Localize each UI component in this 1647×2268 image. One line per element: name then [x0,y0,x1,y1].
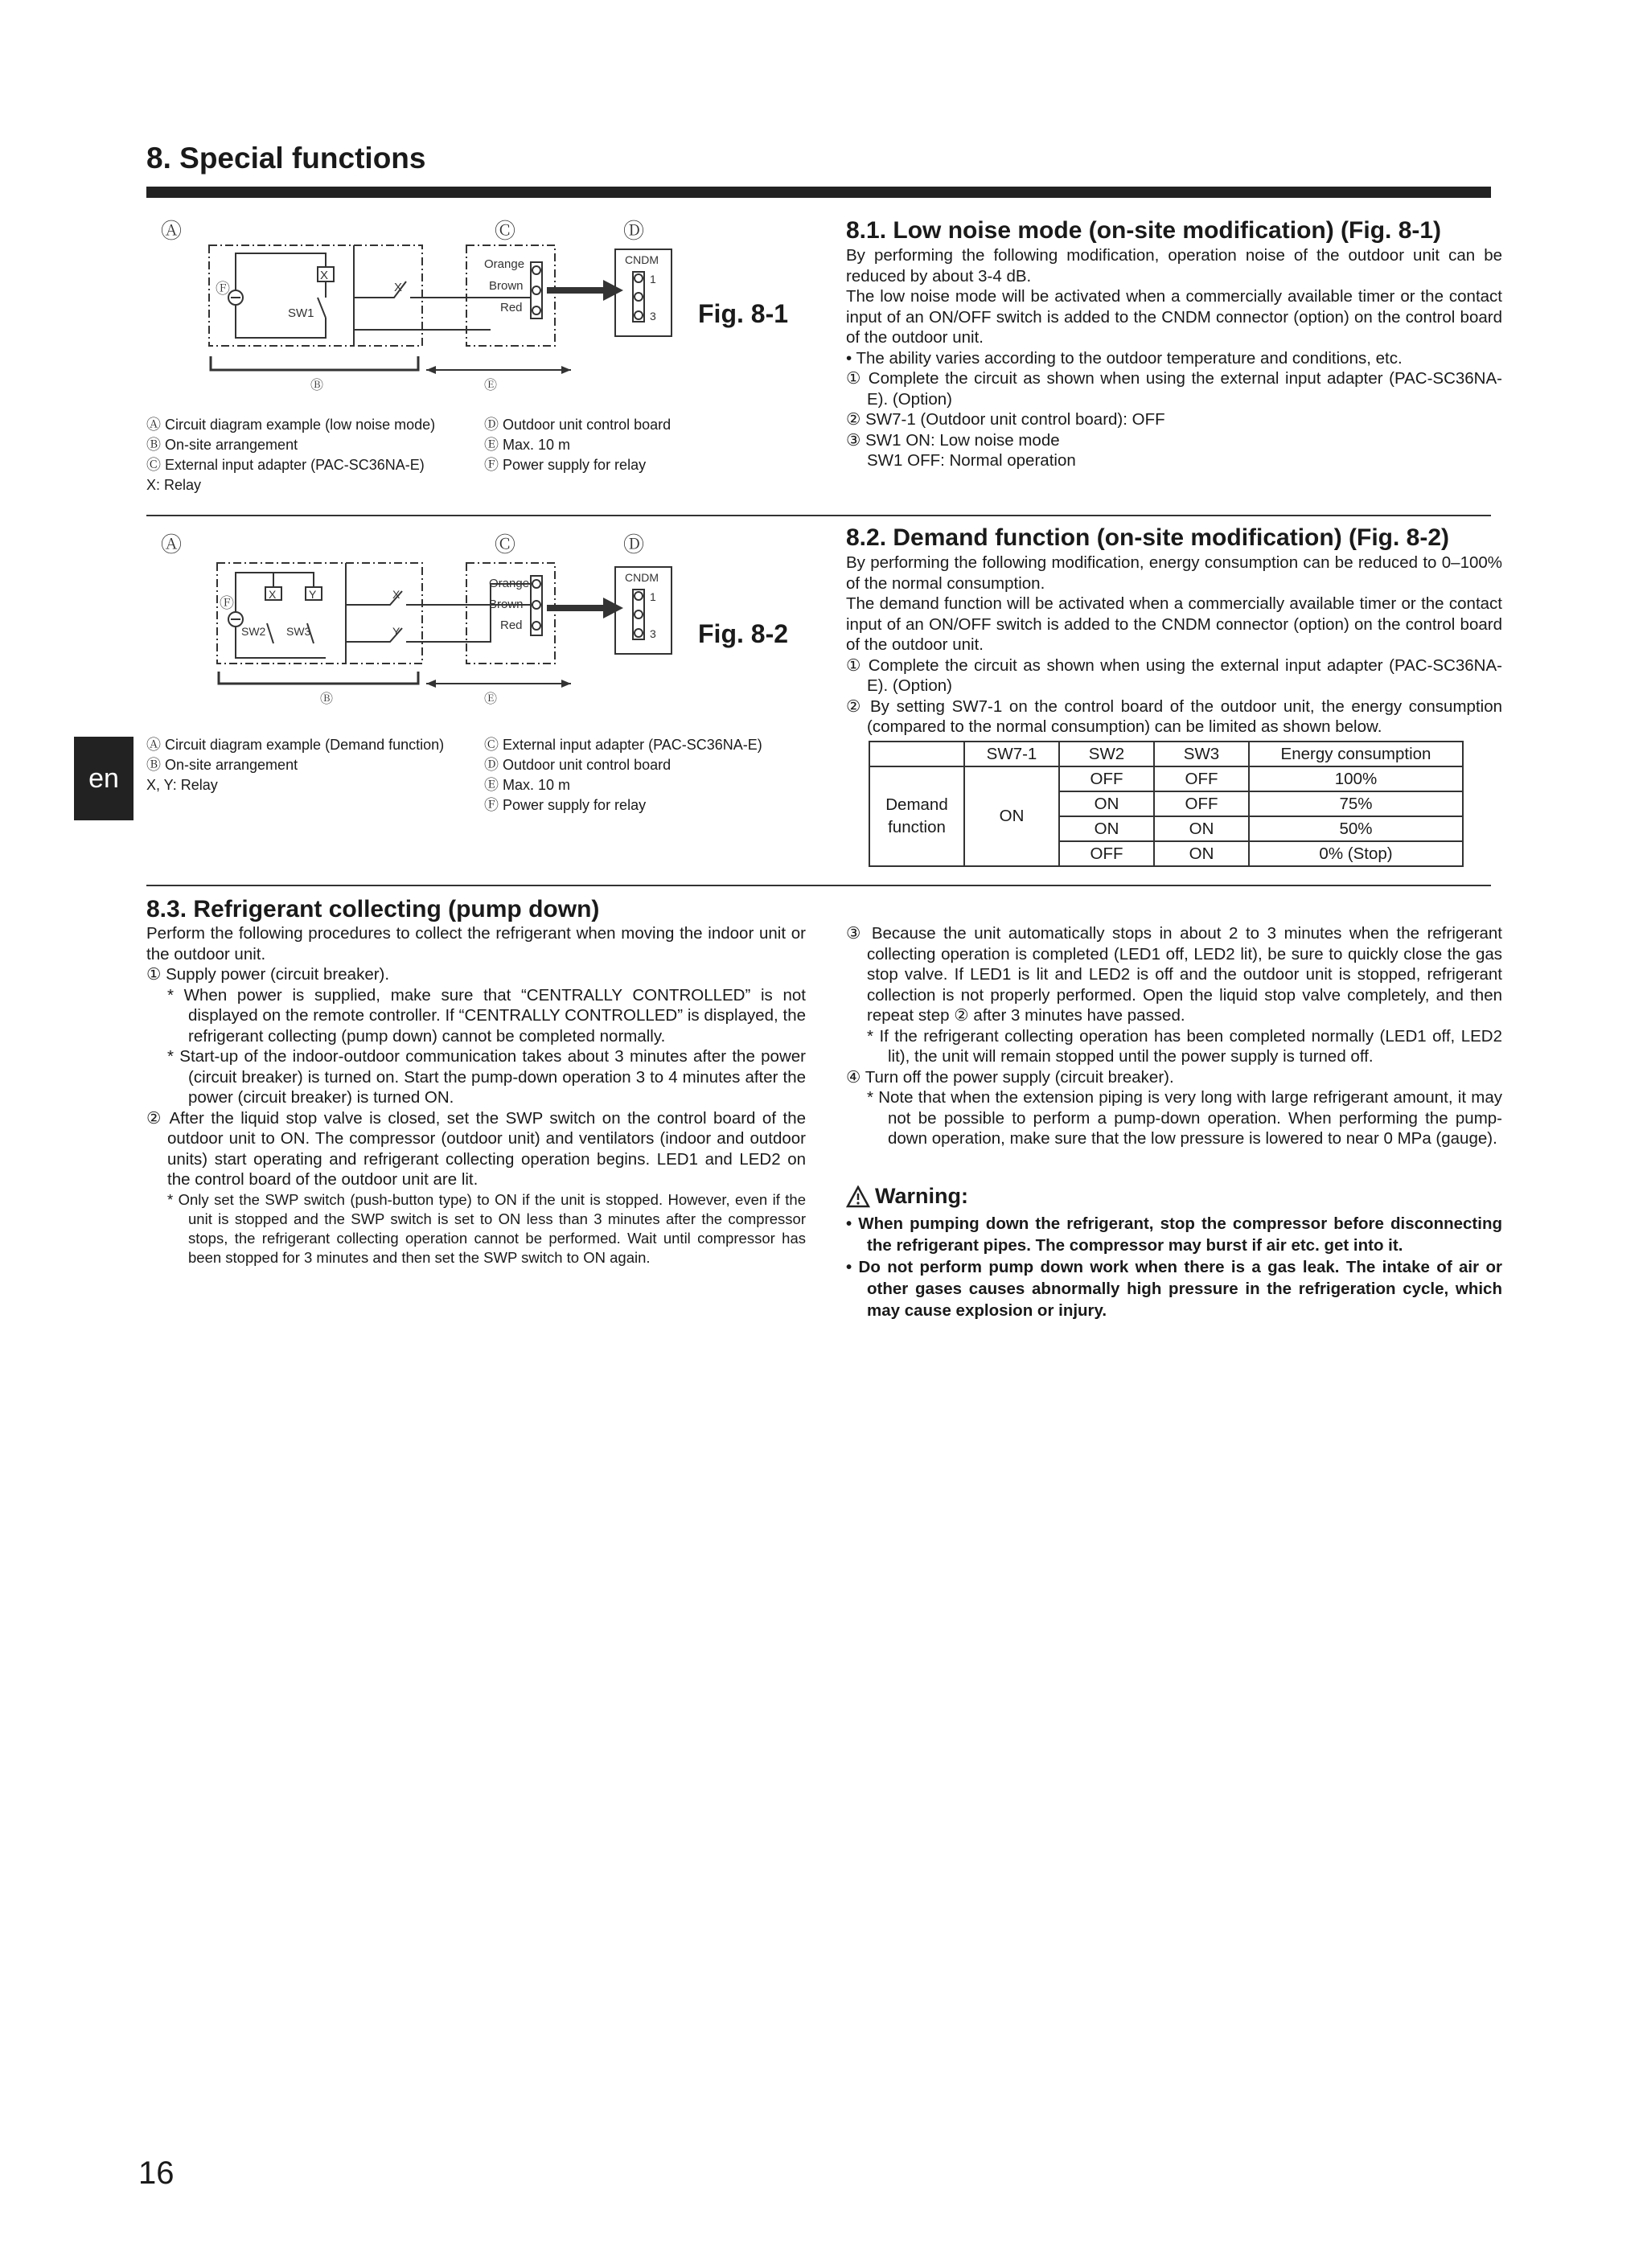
section-8-2-title: 8.2. Demand function (on-site modification) (Fig. 8-2) [846,524,1450,551]
table-header-row [869,742,1463,766]
fig1-legend-item: Ⓐ Circuit diagram example (low noise mode) [146,417,436,433]
fig1-mark-f: Ⓕ [216,281,230,297]
fig1-sw1: SW1 [288,306,314,320]
s83-step-3: ③ Because the unit automatically stops in about 2 to 3 minutes when the refrigerant collecting operation is completed (LED1 off, LED2 lit), be sure to quickly close the gas stop valve. If LED1 is lit and LED2 is off and the outdoor unit is stopped, refrigerant collection is not properly performed. Open the liquid stop valve completely, and then repeat step ② after 3 minutes have passed. [846,924,1502,1025]
s83-note: * If the refrigerant collecting operation has been completed normally (LED1 off, LED2 lit), the unit will remain stopped until the power supply is turned off. [867,1026,1502,1066]
table-cell: ON [1154,841,1249,866]
section-divider [146,515,1491,516]
table-cell: 100% [1249,766,1463,791]
title-rule [146,187,1491,198]
section-8-1-body [846,245,1502,471]
fig2-mark-b: Ⓑ [320,692,334,706]
fig2-pin1: 1 [650,590,656,603]
table-cell: OFF [1154,791,1249,816]
s83-note: * When power is supplied, make sure that “CENTRALLY CONTROLLED” is not displayed on the remote controller. If “CENTRALLY CONTROLLED” is displayed, the refrigerant collecting (pump down) cannot be completed normally. [167,985,806,1046]
s83-step-2: ② After the liquid stop valve is closed, set the SWP switch on the control board of the outdoor unit to ON. The compressor (outdoor unit) and ventilators (indoor and outdoor units) start operating and refrigerant collecting operation begins. LED1 and LED2 on the control board of the outdoor unit are lit. [146,1108,806,1189]
section-8-3-title: 8.3. Refrigerant collecting (pump down) [146,896,600,922]
fig2-mark-f: Ⓕ [220,595,234,611]
fig1-red: Red [500,301,523,314]
s83-p1: Perform the following procedures to collect the refrigerant when moving the indoor unit or the outdoor unit. [146,924,806,963]
fig1-legend-item: Ⓕ Power supply for relay [484,457,647,473]
fig2-relay-y-label: Y [309,588,317,601]
fig1-legend-item: Ⓒ External input adapter (PAC-SC36NA-E) [146,457,425,473]
table-cell: OFF [1059,841,1154,866]
fig2-relay-x-label: X [269,588,277,601]
warning-body [846,1213,1502,1321]
s81-step-2: ② SW7-1 (Outdoor unit control board): OFF [846,410,1165,429]
fig2-legend-item: Ⓓ Outdoor unit control board [484,757,672,773]
fig2-pin3: 3 [650,627,656,640]
s83-note-small: * Only set the SWP switch (push-button type) to ON if the unit is stopped. However, even if the unit is stopped and the SWP switch is set to ON less than 3 minutes after the compressor stops, the refrigerant collecting operation cannot be performed. Wait until compressor has been stopped for 3 minutes and then set the SWP switch to ON again. [167,1190,806,1266]
language-tab: en [74,737,133,820]
s81-step-1: ① Complete the circuit as shown when using the external input adapter (PAC-SC36NA-E). (Option) [846,369,1502,409]
fig2-sw2: SW2 [241,625,266,638]
fig2-legend-left [146,735,444,795]
table-cell: OFF [1154,766,1249,791]
fig1-mark-e: Ⓔ [484,379,498,392]
s82-p2: The demand function will be activated when a commercially available timer or the contact input of an ON/OFF switch is added to the CNDM connector (option) on the control board of the outdoor unit. [846,594,1502,654]
table-row-label: Demand function [869,766,964,866]
fig2-brown: Brown [489,598,524,611]
warning-header [846,1184,968,1209]
section-8-3-body-left [146,923,806,1268]
s83-step-4: ④ Turn off the power supply (circuit breaker). [846,1067,1174,1087]
table-header [869,742,964,766]
fig2-legend-item: Ⓒ External input adapter (PAC-SC36NA-E) [484,737,762,753]
warning-title: Warning: [875,1184,968,1208]
fig1-legend-left [146,415,435,495]
fig2-cndm: CNDM [625,571,659,584]
fig-8-1-label: Fig. 8-1 [698,299,789,328]
page-title: 8. Special functions [146,142,426,175]
demand-table [869,741,1464,867]
fig1-orange: Orange [484,257,525,271]
fig1-onsite-box [354,245,422,346]
fig1-mark-b: Ⓑ [310,379,324,392]
section-8-1-title: 8.1. Low noise mode (on-site modification) (Fig. 8-1) [846,217,1442,244]
warning-item: • Do not perform pump down work when there is a gas leak. The intake of air or other gases causes abnormally high pressure in the refrigeration cycle, which may cause explosion or injury. [846,1258,1502,1320]
fig-8-2-label: Fig. 8-2 [698,619,789,648]
fig1-circuit-box [209,245,354,346]
fig1-legend-item: X: Relay [146,477,202,493]
fig2-legend-item: Ⓑ On-site arrangement [146,757,298,773]
warning-item: • When pumping down the refrigerant, stop the compressor before disconnecting the refrigerant pipes. The compressor may burst if air etc. get into it. [846,1214,1502,1255]
s81-p1: By performing the following modification, operation noise of the outdoor unit can be reduced by about 3-4 dB. [846,246,1502,286]
fig1-pin1: 1 [650,273,656,286]
fig2-y-contact: Y [392,625,400,638]
table-cell: 75% [1249,791,1463,816]
fig2-x-contact: X [392,588,400,601]
table-cell: 50% [1249,816,1463,841]
fig1-legend-item: Ⓑ On-site arrangement [146,437,298,453]
fig1-mark-c: Ⓒ [495,219,516,243]
table-cell: ON [1059,791,1154,816]
table-header: SW3 [1154,742,1249,766]
fig1-legend-item: Ⓔ Max. 10 m [484,437,571,453]
s82-p1: By performing the following modification, energy consumption can be reduced to 0–100% of the normal consumption. [846,553,1502,593]
fig1-legend-right [484,415,671,475]
warning-icon [846,1185,870,1208]
section-8-3-body-right [846,923,1502,1149]
fig2-legend-item: X, Y: Relay [146,777,218,793]
section-8-2-body [846,553,1502,738]
fig2-legend-item: Ⓐ Circuit diagram example (Demand function) [146,737,445,753]
fig2-red: Red [500,618,523,632]
fig2-mark-a: Ⓐ [161,532,183,557]
fig2-mark-c: Ⓒ [495,532,516,557]
s81-step-3: ③ SW1 ON: Low noise mode [846,430,1060,450]
fig2-onsite-box [346,563,422,664]
table-header: Energy consumption [1249,742,1463,766]
s81-step-3b: SW1 OFF: Normal operation [867,451,1076,470]
page-number: 16 [138,2155,175,2191]
fig2-legend-item: Ⓕ Power supply for relay [484,797,647,813]
table-header: SW2 [1059,742,1154,766]
fig2-mark-d: Ⓓ [623,532,645,557]
fig1-brown: Brown [489,279,524,293]
fig2-legend-right [484,735,762,816]
table-cell-sw71: ON [964,766,1059,866]
fig1-relay-x: X [320,269,329,282]
fig2-sw3: SW3 [286,625,311,638]
s83-note: * Note that when the extension piping is very long with large refrigerant amount, it may not be possible to perform a pump-down operation. When performing the pump-down operation, make sure that the low pressure is lowered to near 0 MPa (gauge). [867,1088,1502,1148]
fig1-mark-a: Ⓐ [161,219,183,243]
s83-note: * Start-up of the indoor-outdoor communication takes about 3 minutes after the power (circuit breaker) is turned on. Start the pump-down operation 3 to 4 minutes after the power (circuit breaker) is turned ON. [167,1047,806,1107]
fig2-legend-item: Ⓔ Max. 10 m [484,777,571,793]
table-row [869,766,1463,791]
fig1-x-contact: X [394,281,403,294]
fig2-orange: Orange [489,577,530,590]
s82-step-2: ② By setting SW7-1 on the control board of the outdoor unit, the energy consumption (compared to the normal consumption) can be limited as shown below. [846,696,1502,736]
table-cell: 0% (Stop) [1249,841,1463,866]
table-cell: ON [1059,816,1154,841]
s81-p2: The low noise mode will be activated when a commercially available timer or the contact input of an ON/OFF switch is added to the CNDM connector (option) on the control board of the outdoor unit. [846,287,1502,347]
fig1-mark-d: Ⓓ [623,219,645,243]
fig2-mark-e: Ⓔ [484,692,498,706]
table-cell: ON [1154,816,1249,841]
s83-step-1: ① Supply power (circuit breaker). [146,965,390,984]
table-header: SW7-1 [964,742,1059,766]
table-cell: OFF [1059,766,1154,791]
section-divider [146,885,1491,886]
s82-step-1: ① Complete the circuit as shown when using the external input adapter (PAC-SC36NA-E). (Option) [846,655,1502,695]
fig1-cndm: CNDM [625,253,659,266]
fig1-legend-item: Ⓓ Outdoor unit control board [484,417,672,433]
s81-bullet: • The ability varies according to the outdoor temperature and conditions, etc. [846,348,1403,368]
fig1-pin3: 3 [650,310,656,323]
